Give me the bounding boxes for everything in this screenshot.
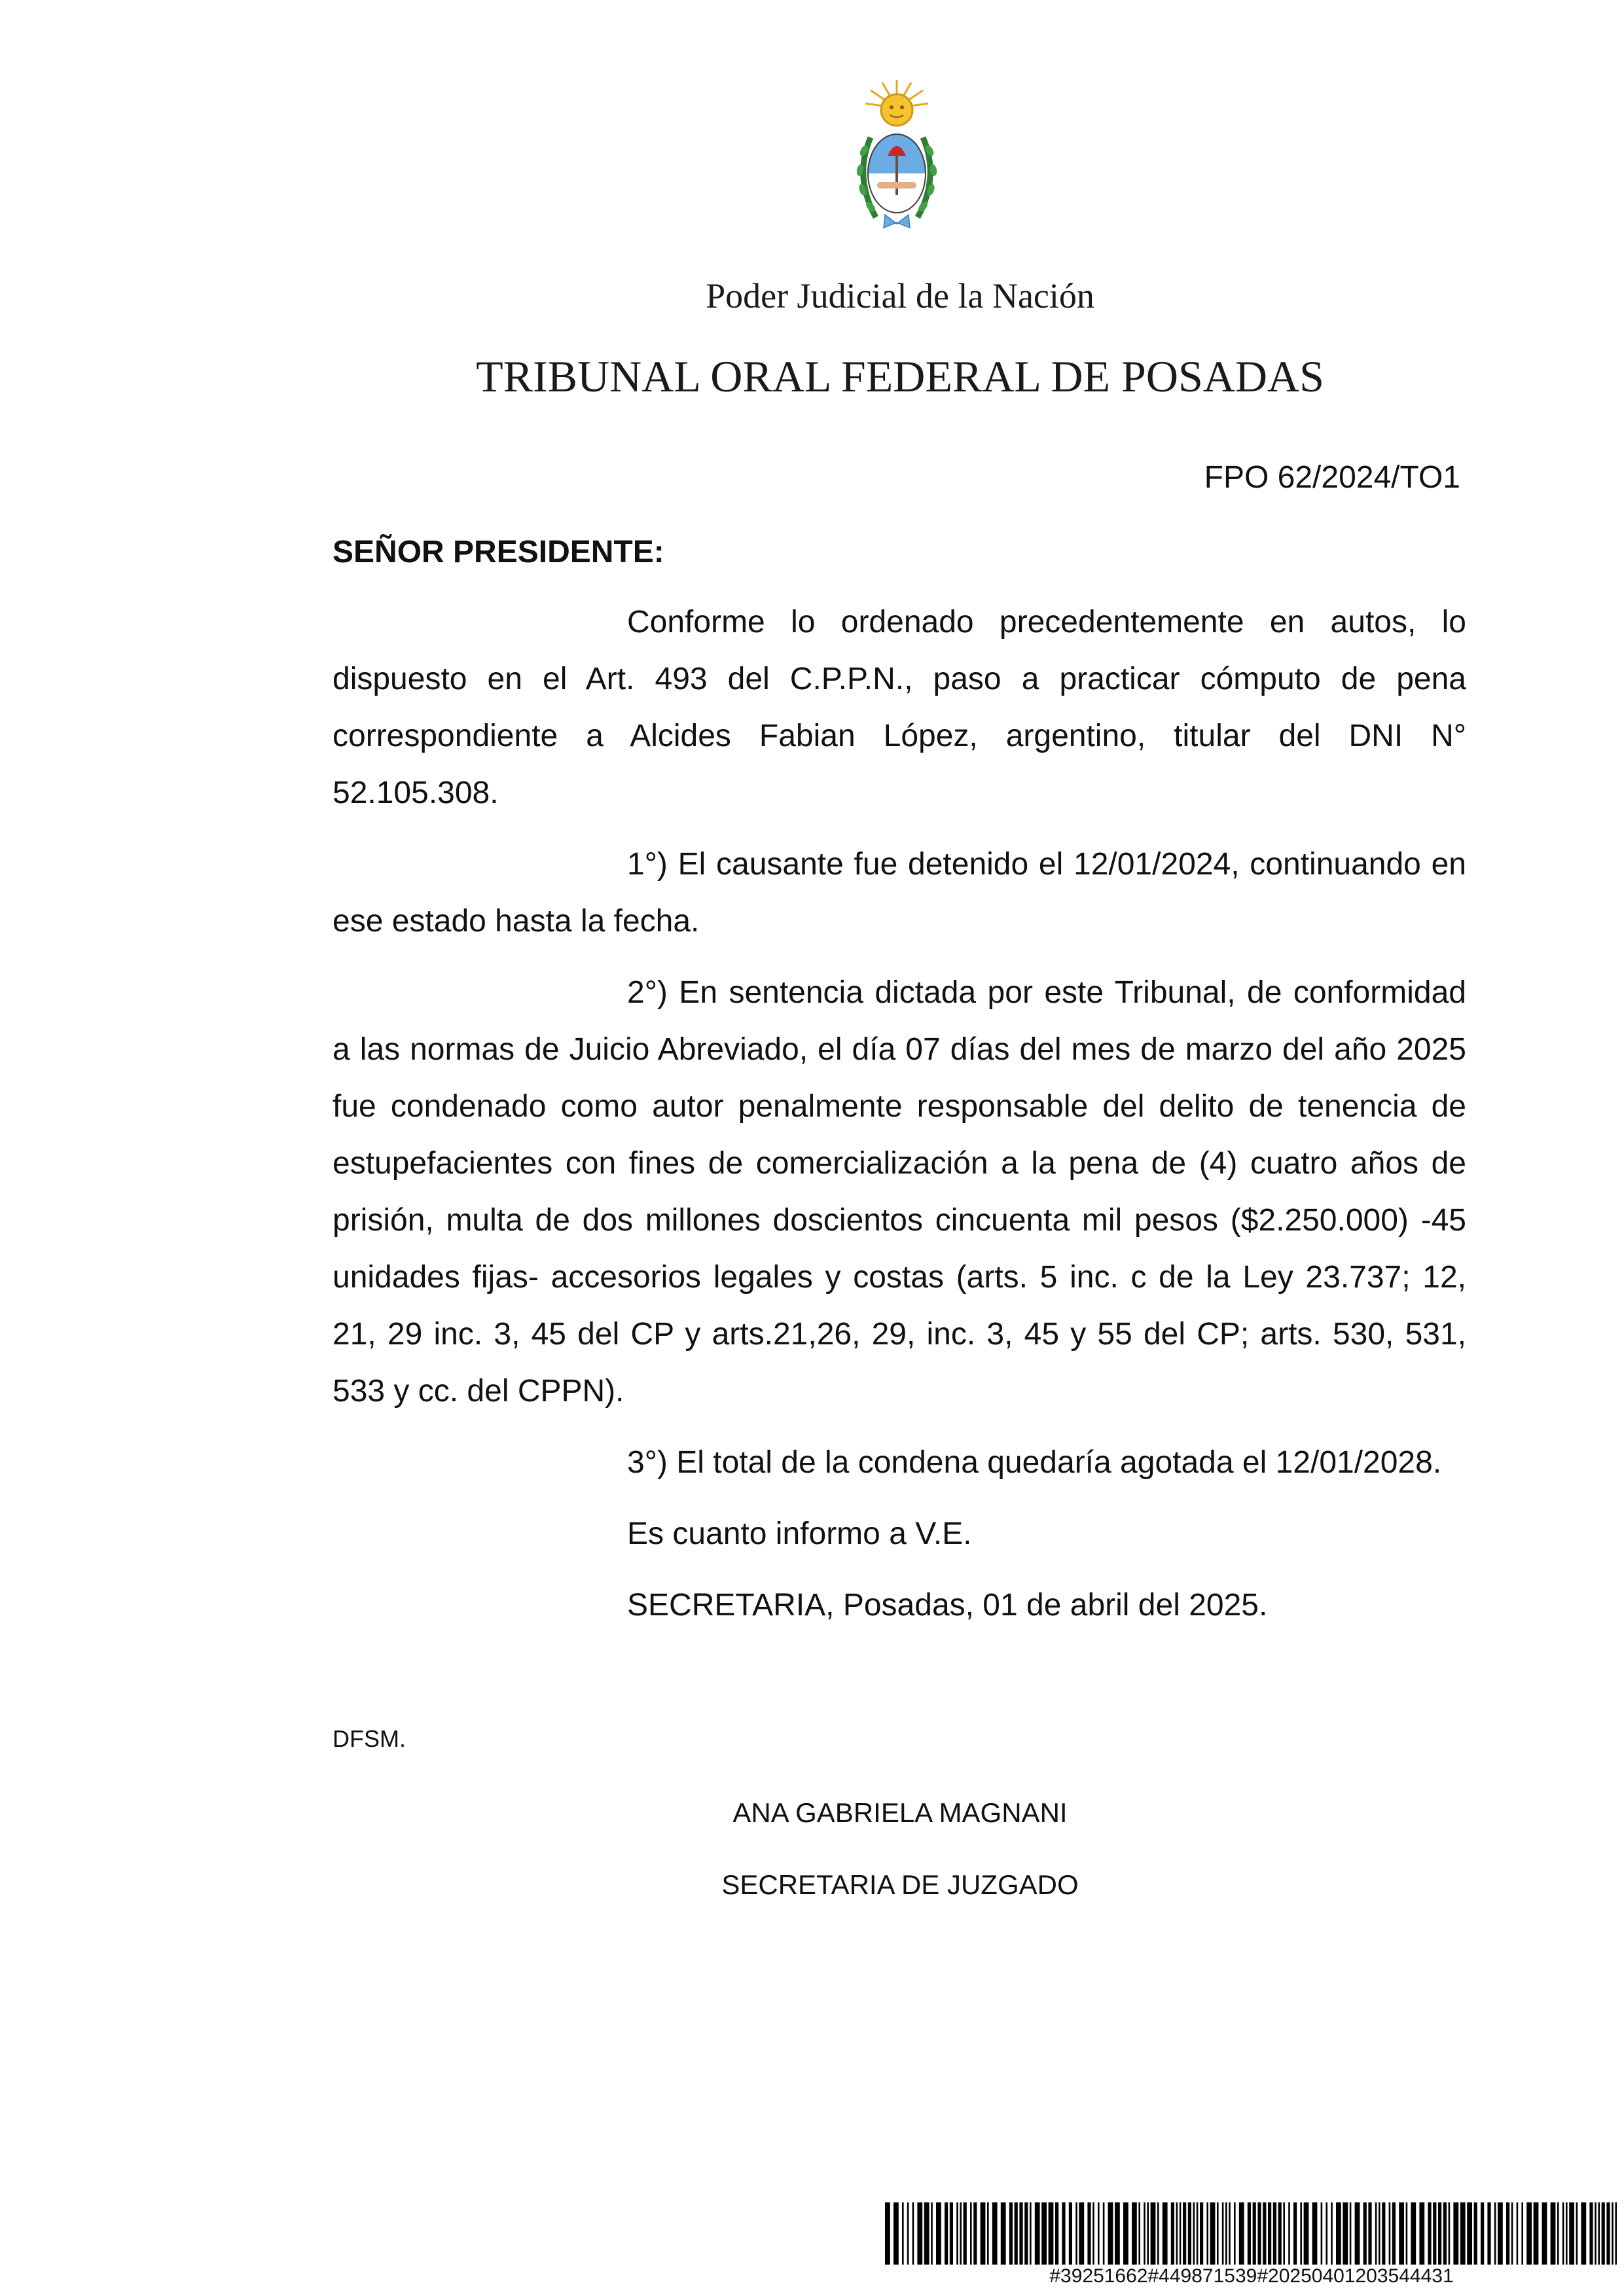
barcode-bar (1542, 2202, 1547, 2265)
barcode-bar (1589, 2202, 1593, 2265)
closing-line: Es cuanto informo a V.E. (627, 1516, 972, 1551)
case-number: FPO 62/2024/TO1 (1204, 460, 1460, 495)
initials: DFSM. (333, 1725, 406, 1752)
barcode-bar (1581, 2202, 1586, 2265)
barcode-bar (1001, 2202, 1006, 2265)
barcode-bar (1268, 2202, 1271, 2265)
barcode-bar (1062, 2202, 1065, 2265)
barcode-bar (1197, 2202, 1199, 2265)
barcode-bar (1163, 2202, 1168, 2265)
barcode-bar (1517, 2202, 1519, 2265)
barcode-bar (1411, 2202, 1416, 2265)
barcode-bar (1206, 2202, 1208, 2265)
barcode-bar (931, 2202, 933, 2265)
barcode-bar (1606, 2202, 1610, 2265)
signer-name: ANA GABRIELA MAGNANI (732, 1797, 1068, 1828)
barcode-bar (1526, 2202, 1532, 2265)
barcode-bar (956, 2202, 958, 2265)
barcode-bar (1474, 2202, 1477, 2265)
barcode-bar (1263, 2202, 1266, 2265)
barcode-bar (1055, 2202, 1058, 2265)
barcode-bar (1551, 2202, 1556, 2265)
barcode-bar (924, 2202, 929, 2265)
paragraph-point-3: 3°) El total de la condena quedaría agotada el 12/01/2028. (627, 1445, 1442, 1480)
barcode-bar (1304, 2202, 1309, 2265)
barcode-bar (1449, 2202, 1451, 2265)
barcode-bar (1399, 2202, 1404, 2265)
barcode-bar (1188, 2202, 1191, 2265)
barcode-bar (1210, 2202, 1216, 2265)
barcode-bar (1144, 2202, 1146, 2265)
barcode-bar (1350, 2202, 1352, 2265)
barcode-bar (1217, 2202, 1219, 2265)
barcode-bar (1229, 2202, 1231, 2265)
barcode-bar (1438, 2202, 1441, 2265)
barcode-bar (1419, 2202, 1424, 2265)
barcode-bar (1557, 2202, 1559, 2265)
barcode-bar (1595, 2202, 1597, 2265)
barcode-bar (1326, 2202, 1327, 2265)
barcode-bar (960, 2202, 962, 2265)
barcode-bar (1123, 2202, 1128, 2265)
barcode-bar (1460, 2202, 1466, 2265)
barcode-bar (1151, 2202, 1156, 2265)
barcode-bar (1193, 2202, 1195, 2265)
addressee: SEÑOR PRESIDENTE: (333, 535, 664, 569)
barcode-bar (917, 2202, 922, 2265)
barcode-number: #39251662#449871539#20250401203544431 (1049, 2265, 1454, 2287)
barcode-bar (1521, 2202, 1523, 2265)
barcode-bar (1248, 2202, 1251, 2265)
barcode-bar (1222, 2202, 1224, 2265)
barcode-bar (1200, 2202, 1203, 2265)
institution-heading: Poder Judicial de la Nación (706, 276, 1094, 315)
barcode-bar (992, 2202, 998, 2265)
barcode-bar (1534, 2202, 1539, 2265)
barcode-bar (1389, 2202, 1391, 2265)
barcode-bar (1087, 2202, 1091, 2265)
signer-title: SECRETARIA DE JUZGADO (721, 1869, 1079, 1900)
barcode-bar (1098, 2202, 1100, 2265)
barcode-bar (1180, 2202, 1182, 2265)
barcode-bar (1612, 2202, 1614, 2265)
barcode-bar (945, 2202, 948, 2265)
barcode-bar (981, 2202, 986, 2265)
barcode-bar (1176, 2202, 1178, 2265)
barcode-bar (1019, 2202, 1022, 2265)
barcode-bar (1453, 2202, 1458, 2265)
barcode-bar (1487, 2202, 1490, 2265)
barcode-bar (1283, 2202, 1285, 2265)
barcode-bar (1382, 2202, 1385, 2265)
barcode-bar (1273, 2202, 1276, 2265)
barcode-bar (1138, 2202, 1140, 2265)
barcode-bar (1576, 2202, 1578, 2265)
barcode-bar (987, 2202, 989, 2265)
document-body (333, 524, 1466, 1648)
barcode-bar (950, 2202, 953, 2265)
paragraph-point-1: 1°) El causante fue detenido el 12/01/2024, continuando en ese estado hasta la fecha. (333, 847, 1466, 939)
barcode-bar (1253, 2202, 1256, 2265)
barcode-bar (1368, 2202, 1371, 2265)
barcode-bar (1278, 2202, 1282, 2265)
barcode-bar (1433, 2202, 1436, 2265)
barcode-bar (1108, 2202, 1113, 2265)
barcode-bar (1498, 2202, 1503, 2265)
barcode-bar (1562, 2202, 1564, 2265)
barcode-bar (1103, 2202, 1105, 2265)
barcode-bar (885, 2202, 890, 2265)
barcode-bar (1234, 2202, 1236, 2265)
barcode-bar (1183, 2202, 1186, 2265)
barcode-bar (1257, 2202, 1261, 2265)
date-line: SECRETARIA, Posadas, 01 de abril del 2025. (627, 1588, 1268, 1623)
barcode-bar (1147, 2202, 1149, 2265)
barcode-bar (1171, 2202, 1174, 2265)
barcode-bar (1015, 2202, 1018, 2265)
barcode-bar (1115, 2202, 1120, 2265)
barcode-bar (912, 2202, 914, 2265)
barcode-bar (1569, 2202, 1574, 2265)
barcode (885, 2202, 1618, 2265)
barcode-bar (1343, 2202, 1348, 2265)
barcode-bar (1132, 2202, 1137, 2265)
coat-of-arms-icon (844, 79, 949, 239)
barcode-bar (1392, 2202, 1396, 2265)
barcode-bar (1406, 2202, 1408, 2265)
barcode-bar (1602, 2202, 1605, 2265)
barcode-bar (1075, 2202, 1077, 2265)
barcode-bar (1321, 2202, 1323, 2265)
barcode-bar (1375, 2202, 1377, 2265)
barcode-bar (1355, 2202, 1360, 2265)
barcode-bar (1069, 2202, 1072, 2265)
barcode-bar (1049, 2202, 1054, 2265)
barcode-bar (1615, 2202, 1617, 2265)
barcode-bar (1494, 2202, 1496, 2265)
barcode-bar (1443, 2202, 1447, 2265)
barcode-bar (1030, 2202, 1032, 2265)
barcode-bar (1336, 2202, 1341, 2265)
barcode-bar (1598, 2202, 1600, 2265)
barcode-bar (893, 2202, 899, 2265)
barcode-bar (970, 2202, 972, 2265)
barcode-bar (902, 2202, 904, 2265)
barcode-bar (964, 2202, 967, 2265)
court-heading: TRIBUNAL ORAL FEDERAL DE POSADAS (476, 351, 1324, 401)
barcode-bar (1157, 2202, 1159, 2265)
barcode-bar (1467, 2202, 1472, 2265)
barcode-bar (1506, 2202, 1509, 2265)
barcode-bar (1481, 2202, 1484, 2265)
barcode-bar (1079, 2202, 1084, 2265)
barcode-bar (1379, 2202, 1380, 2265)
barcode-bar (1041, 2202, 1047, 2265)
barcode-bar (1331, 2202, 1333, 2265)
barcode-bar (1225, 2202, 1227, 2265)
barcode-bar (907, 2202, 909, 2265)
barcode-bar (1511, 2202, 1513, 2265)
barcode-bar (1239, 2202, 1244, 2265)
barcode-bar (1566, 2202, 1568, 2265)
barcode-bar (1288, 2202, 1290, 2265)
barcode-bar (1363, 2202, 1367, 2265)
barcode-bar (936, 2202, 941, 2265)
barcode-bar (1024, 2202, 1028, 2265)
paragraph-intro: Conforme lo ordenado precedentemente en autos, lo dispuesto en el Art. 493 del C.P.P.N., paso a practicar cómputo de pena correspondiente a Alcides Fabian López, argentino, titular del DNI N° 52.105.308. (333, 605, 1466, 810)
barcode-bar (1428, 2202, 1431, 2265)
barcode-bar (1300, 2202, 1302, 2265)
barcode-bar (1092, 2202, 1094, 2265)
paragraph-point-2: 2°) En sentencia dictada por este Tribunal, de conformidad a las normas de Juicio Abreviado, el día 07 días del mes de marzo del año 2025 fue condenado como autor penalmente responsable del delito de tenencia de estupefacientes con fines de comercialización a la pena de (4) cuatro años de prisión, multa de dos millones doscientos cincuenta mil pesos ($2.250.000) -45 unidades fijas- accesorios legales y costas (arts. 5 inc. c de la Ley 23.737; 12, 21, 29 inc. 3, 45 del CP y arts.21,26, 29, inc. 3, 45 y 55 del CP; arts. 530, 531, 533 y cc. del CPPN). (333, 975, 1466, 1408)
barcode-bar (1312, 2202, 1318, 2265)
barcode-bar (1009, 2202, 1013, 2265)
barcode-bar (1035, 2202, 1040, 2265)
barcode-bar (1293, 2202, 1297, 2265)
barcode-bar (973, 2202, 977, 2265)
